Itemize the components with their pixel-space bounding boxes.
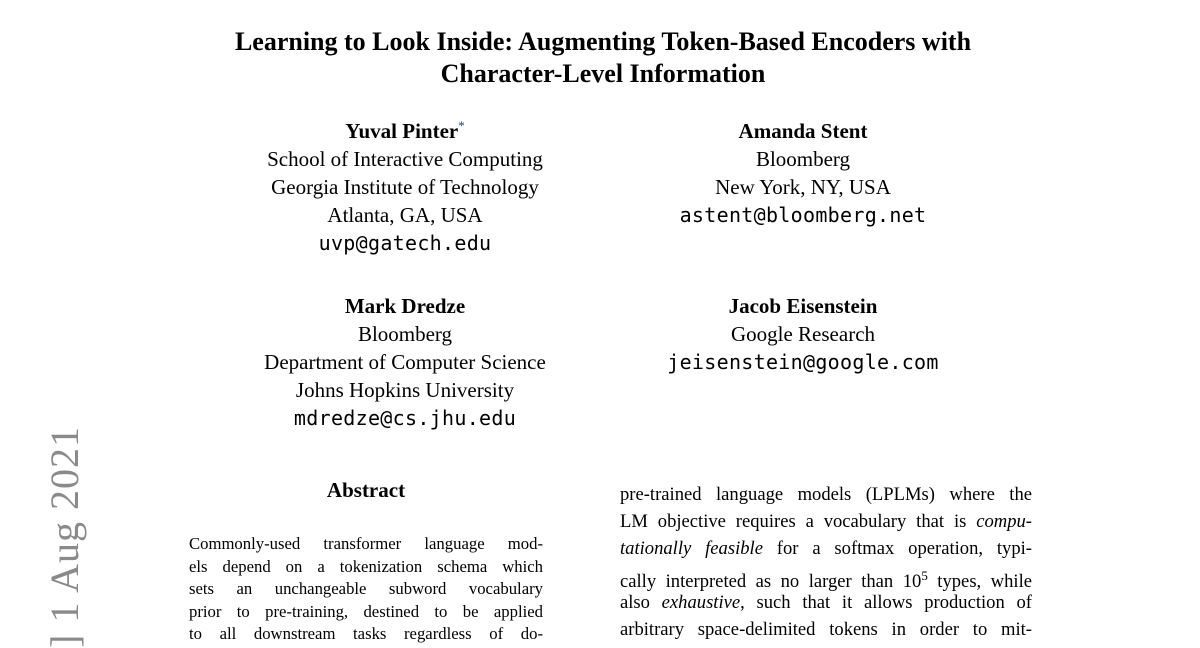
affiliation-line: Bloomberg: [755, 147, 851, 171]
emphasis-text: compu-: [976, 511, 1032, 533]
intro-line: LM objective requires a vocabulary that is compu-: [620, 511, 1032, 533]
intro-line: tationally feasible for a softmax operation, typi-: [620, 538, 1032, 560]
author-block: [628, 292, 978, 376]
author-block: [230, 117, 580, 257]
intro-line: pre-trained language models (LPLMs) where the: [620, 484, 1032, 505]
author-block: [230, 292, 580, 432]
author-name: Mark Dredze: [344, 294, 466, 318]
arxiv-date-stamp: ] 1 Aug 2021: [42, 426, 87, 648]
affiliation-line: Johns Hopkins University: [295, 378, 515, 402]
title-line: Learning to Look Inside: Augmenting Token-Based Encoders with: [234, 27, 972, 56]
affiliation-line: Bloomberg: [357, 322, 453, 346]
title-line: Character-Level Information: [440, 59, 766, 88]
intro-line: cally interpreted as no larger than $10^5$ types, while: [620, 568, 1032, 593]
affiliation-line: Department of Computer Science: [264, 350, 546, 374]
emphasis-text: tationally feasible: [620, 538, 763, 560]
footnote-marker[interactable]: *: [458, 118, 465, 133]
abstract-line: Commonly-used transformer language mod-: [189, 534, 543, 553]
arxiv-sidebar-stamp: [30, 250, 90, 648]
author-email: jeisenstein@google.com: [667, 350, 939, 374]
intro-line: arbitrary space-delimited tokens in order to mit-: [620, 619, 1032, 641]
author-name: Jacob Eisenstein: [728, 294, 878, 318]
abstract-heading: Abstract: [326, 478, 406, 502]
affiliation-line: Georgia Institute of Technology: [271, 175, 539, 199]
arxiv-stamp-svg: [30, 250, 90, 648]
abstract-line: prior to pre-training, destined to be applied: [189, 601, 543, 621]
affiliation-line: Google Research: [730, 322, 876, 346]
author-email: astent@bloomberg.net: [679, 203, 927, 227]
intro-line: also exhaustive, such that it allows production of: [620, 592, 1032, 614]
emphasis-text: exhaustive: [661, 592, 741, 614]
author-email: uvp@gatech.edu: [318, 231, 492, 255]
abstract-line: els depend on a tokenization schema which: [189, 556, 543, 576]
superscript-text: 5: [921, 568, 928, 584]
author-name: Yuval Pinter: [345, 119, 459, 143]
abstract-body: [189, 533, 543, 646]
paper-title: [0, 26, 1200, 90]
author-block: [628, 117, 978, 229]
author-email: mdredze@cs.jhu.edu: [293, 406, 517, 430]
introduction-text: [620, 481, 1032, 644]
abstract-line: sets an unchangeable subword vocabulary: [189, 579, 543, 599]
affiliation-line: New York, NY, USA: [715, 175, 891, 199]
abstract-line: to all downstream tasks regardless of do-: [189, 624, 543, 644]
affiliation-line: Atlanta, GA, USA: [327, 203, 483, 227]
author-name: Amanda Stent: [738, 119, 868, 143]
affiliation-line: School of Interactive Computing: [267, 147, 543, 171]
